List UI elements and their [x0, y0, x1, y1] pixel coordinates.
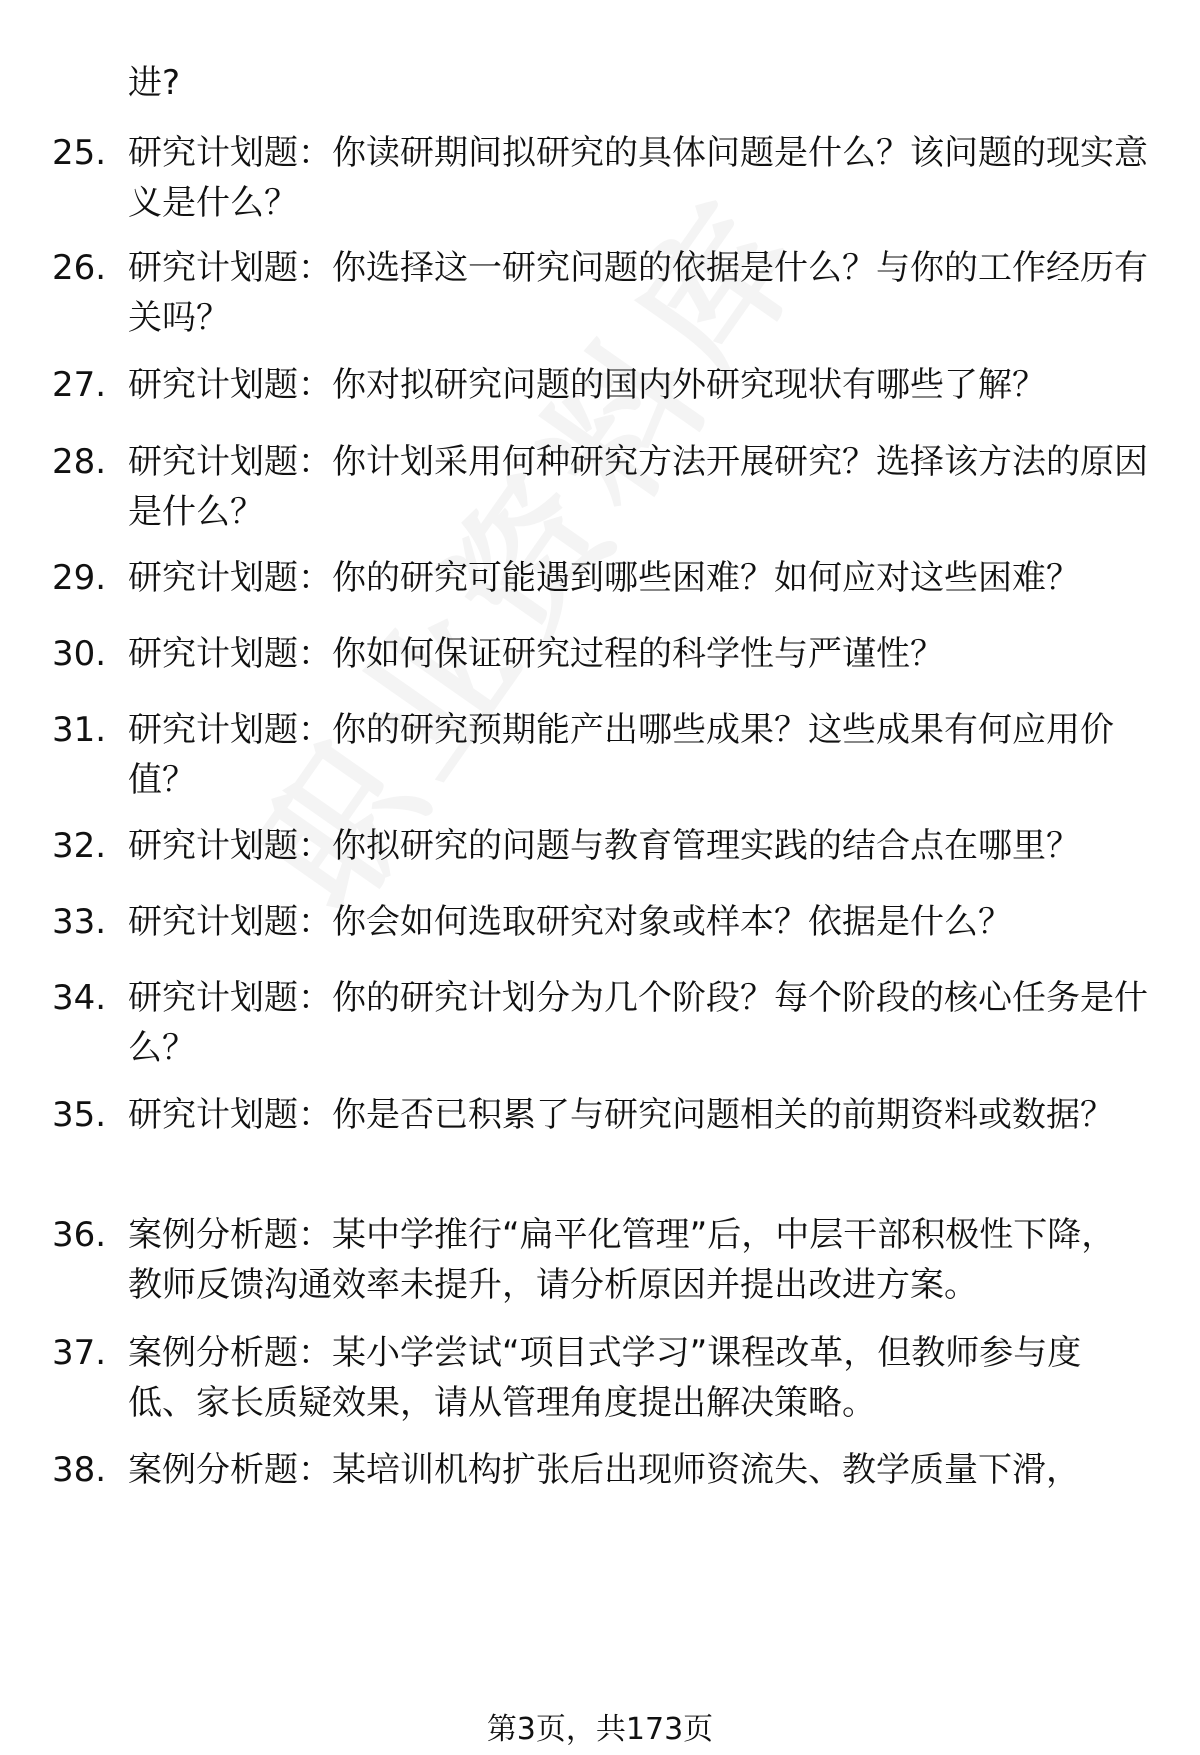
- question-number: 33.: [52, 902, 107, 942]
- question-text: 研究计划题：你对拟研究问题的国内外研究现状有哪些了解？: [128, 365, 1046, 405]
- question-number: 25.: [52, 133, 107, 173]
- question-text: 案例分析题：某培训机构扩张后出现师资流失、教学质量下滑，: [128, 1450, 1080, 1490]
- question-text: 研究计划题：你读研期间拟研究的具体问题是什么？该问题的现实意义是什么？: [128, 133, 1148, 223]
- question-number: 28.: [52, 442, 107, 482]
- question-text: 研究计划题：你是否已积累了与研究问题相关的前期资料或数据？: [128, 1095, 1114, 1135]
- carry-over-line: 进?: [128, 63, 181, 103]
- page-footer: 第3页，共173页: [486, 1712, 714, 1747]
- question-number: 27.: [52, 365, 107, 405]
- question-number: 35.: [52, 1095, 107, 1135]
- question-text: 研究计划题：你如何保证研究过程的科学性与严谨性？: [128, 634, 944, 674]
- question-text: 研究计划题：你选择这一研究问题的依据是什么？与你的工作经历有关吗？: [128, 248, 1148, 338]
- question-text: 研究计划题：你的研究计划分为几个阶段？每个阶段的核心任务是什么？: [128, 978, 1148, 1068]
- question-number: 38.: [52, 1450, 107, 1490]
- question-number: 37.: [52, 1333, 107, 1373]
- question-text: 案例分析题：某小学尝试“项目式学习”课程改革，但教师参与度低、家长质疑效果，请从管理角度提出解决策略。: [128, 1333, 1082, 1423]
- question-text: 研究计划题：你的研究预期能产出哪些成果？这些成果有何应用价值？: [128, 710, 1114, 800]
- question-number: 34.: [52, 978, 107, 1018]
- question-number: 30.: [52, 634, 107, 674]
- question-number: 36.: [52, 1215, 107, 1255]
- question-text: 研究计划题：你的研究可能遇到哪些困难？如何应对这些困难？: [128, 558, 1080, 598]
- question-text: 研究计划题：你会如何选取研究对象或样本？依据是什么？: [128, 902, 1012, 942]
- question-number: 32.: [52, 826, 107, 866]
- question-number: 31.: [52, 710, 107, 750]
- question-text: 案例分析题：某中学推行“扁平化管理”后，中层干部积极性下降，教师反馈沟通效率未提升，请分析原因并提出改进方案。: [128, 1215, 1116, 1305]
- question-text: 研究计划题：你拟研究的问题与教育管理实践的结合点在哪里？: [128, 826, 1080, 866]
- question-number: 26.: [52, 248, 107, 288]
- question-number: 29.: [52, 558, 107, 598]
- question-text: 研究计划题：你计划采用何种研究方法开展研究？选择该方法的原因是什么？: [128, 442, 1148, 532]
